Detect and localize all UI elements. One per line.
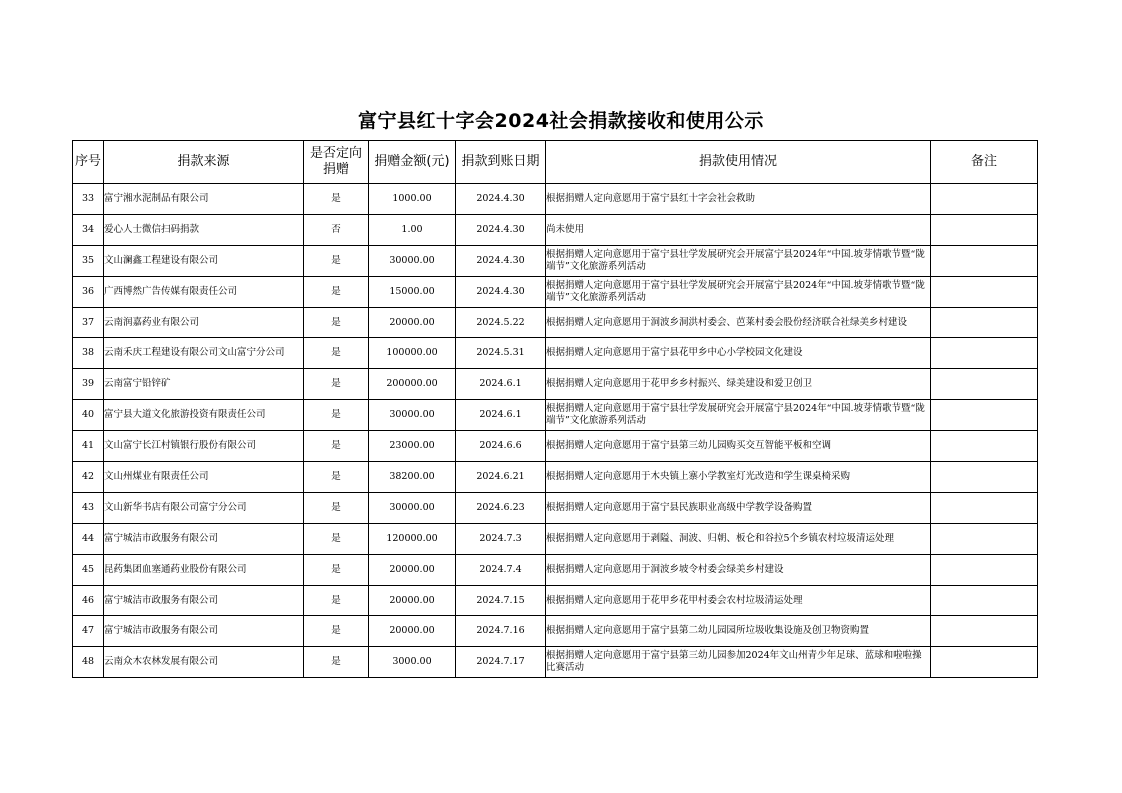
cell-date: 2024.7.16: [456, 616, 546, 647]
cell-amount: 23000.00: [369, 431, 456, 462]
cell-source: 爱心人士微信扫码捐款: [104, 214, 304, 245]
cell-number: 38: [73, 338, 104, 369]
table-row: [73, 647, 1038, 678]
cell-date: 2024.4.30: [456, 184, 546, 215]
donation-table: [72, 140, 1038, 678]
cell-note: [931, 585, 1038, 616]
cell-usage: 根据捐赠人定向意愿用于洞波乡坡令村委会绿美乡村建设: [546, 554, 931, 585]
cell-number: 40: [73, 400, 104, 431]
table-row: [73, 400, 1038, 431]
cell-date: 2024.6.1: [456, 369, 546, 400]
cell-number: 46: [73, 585, 104, 616]
cell-directed: 是: [304, 184, 369, 215]
cell-usage: 根据捐赠人定向意愿用于剥隘、洞波、归朝、板仑和谷拉5个乡镇农村垃圾清运处理: [546, 523, 931, 554]
cell-usage: 根据捐赠人定向意愿用于富宁县壮学发展研究会开展富宁县2024年“中国.坡芽情歌节暨“陇端节”文化旅游系列活动: [546, 276, 931, 307]
table-row: [73, 554, 1038, 585]
cell-directed: 是: [304, 462, 369, 493]
cell-source: 云南众木农林发展有限公司: [104, 647, 304, 678]
cell-amount: 1000.00: [369, 184, 456, 215]
cell-number: 41: [73, 431, 104, 462]
cell-number: 36: [73, 276, 104, 307]
cell-note: [931, 214, 1038, 245]
cell-note: [931, 400, 1038, 431]
cell-source: 文山新华书店有限公司富宁分公司: [104, 492, 304, 523]
cell-directed: 否: [304, 214, 369, 245]
table-row: [73, 307, 1038, 338]
cell-source: 文山富宁长江村镇银行股份有限公司: [104, 431, 304, 462]
table-row: [73, 492, 1038, 523]
cell-source: 云南富宁铅锌矿: [104, 369, 304, 400]
cell-note: [931, 338, 1038, 369]
cell-date: 2024.6.1: [456, 400, 546, 431]
cell-amount: 20000.00: [369, 616, 456, 647]
cell-amount: 30000.00: [369, 400, 456, 431]
cell-directed: 是: [304, 523, 369, 554]
cell-date: 2024.6.6: [456, 431, 546, 462]
cell-number: 33: [73, 184, 104, 215]
cell-number: 34: [73, 214, 104, 245]
cell-usage: 根据捐赠人定向意愿用于富宁县第三幼儿园参加2024年文山州青少年足球、蓝球和啦啦操比赛活动: [546, 647, 931, 678]
cell-date: 2024.4.30: [456, 245, 546, 276]
cell-amount: 200000.00: [369, 369, 456, 400]
cell-amount: 15000.00: [369, 276, 456, 307]
cell-directed: 是: [304, 307, 369, 338]
cell-source: 文山澜鑫工程建设有限公司: [104, 245, 304, 276]
cell-number: 45: [73, 554, 104, 585]
cell-number: 42: [73, 462, 104, 493]
table-row: [73, 462, 1038, 493]
cell-usage: 根据捐赠人定向意愿用于富宁县第二幼儿园园所垃圾收集设施及创卫物资购置: [546, 616, 931, 647]
cell-note: [931, 276, 1038, 307]
cell-usage: 根据捐赠人定向意愿用于富宁县壮学发展研究会开展富宁县2024年“中国.坡芽情歌节暨“陇端节”文化旅游系列活动: [546, 245, 931, 276]
table-row: [73, 276, 1038, 307]
table-row: [73, 585, 1038, 616]
cell-usage: 根据捐赠人定向意愿用于花甲乡花甲村委会农村垃圾清运处理: [546, 585, 931, 616]
cell-date: 2024.6.23: [456, 492, 546, 523]
cell-source: 富宁县大道文化旅游投资有限责任公司: [104, 400, 304, 431]
cell-number: 48: [73, 647, 104, 678]
column-header-note: 备注: [931, 141, 1038, 184]
cell-note: [931, 462, 1038, 493]
cell-usage: 根据捐赠人定向意愿用于富宁县壮学发展研究会开展富宁县2024年“中国.坡芽情歌节暨“陇端节”文化旅游系列活动: [546, 400, 931, 431]
column-header-directed: [304, 141, 369, 184]
cell-directed: 是: [304, 245, 369, 276]
cell-amount: 20000.00: [369, 554, 456, 585]
cell-note: [931, 307, 1038, 338]
cell-date: 2024.7.15: [456, 585, 546, 616]
cell-number: 43: [73, 492, 104, 523]
column-header-usage: 捐款使用情况: [546, 141, 931, 184]
cell-date: 2024.4.30: [456, 276, 546, 307]
cell-directed: 是: [304, 276, 369, 307]
table-header-row: [73, 141, 1038, 184]
column-header-amount: 捐赠金额(元): [369, 141, 456, 184]
cell-usage: 根据捐赠人定向意愿用于木央镇上寨小学教室灯光改造和学生课桌椅采购: [546, 462, 931, 493]
cell-number: 44: [73, 523, 104, 554]
cell-number: 39: [73, 369, 104, 400]
cell-date: 2024.7.4: [456, 554, 546, 585]
cell-note: [931, 523, 1038, 554]
cell-amount: 3000.00: [369, 647, 456, 678]
cell-date: 2024.7.3: [456, 523, 546, 554]
cell-note: [931, 647, 1038, 678]
cell-date: 2024.5.31: [456, 338, 546, 369]
cell-date: 2024.6.21: [456, 462, 546, 493]
cell-source: 云南禾庆工程建设有限公司文山富宁分公司: [104, 338, 304, 369]
cell-source: 富宁城洁市政服务有限公司: [104, 585, 304, 616]
cell-directed: 是: [304, 369, 369, 400]
table-row: [73, 369, 1038, 400]
cell-note: [931, 245, 1038, 276]
cell-directed: 是: [304, 616, 369, 647]
cell-source: 文山州煤业有限责任公司: [104, 462, 304, 493]
column-header-number: 序号: [73, 141, 104, 184]
cell-source: 广西博然广告传媒有限责任公司: [104, 276, 304, 307]
cell-usage: 尚未使用: [546, 214, 931, 245]
cell-note: [931, 184, 1038, 215]
cell-amount: 120000.00: [369, 523, 456, 554]
cell-note: [931, 492, 1038, 523]
table-row: [73, 245, 1038, 276]
cell-amount: 38200.00: [369, 462, 456, 493]
cell-amount: 30000.00: [369, 245, 456, 276]
cell-amount: 100000.00: [369, 338, 456, 369]
cell-note: [931, 554, 1038, 585]
cell-note: [931, 369, 1038, 400]
cell-usage: 根据捐赠人定向意愿用于花甲乡乡村振兴、绿美建设和爱卫创卫: [546, 369, 931, 400]
cell-date: 2024.4.30: [456, 214, 546, 245]
cell-number: 47: [73, 616, 104, 647]
cell-source: 富宁湘水泥制品有限公司: [104, 184, 304, 215]
cell-source: 昆药集团血塞通药业股份有限公司: [104, 554, 304, 585]
cell-directed: 是: [304, 585, 369, 616]
cell-amount: 20000.00: [369, 307, 456, 338]
cell-usage: 根据捐赠人定向意愿用于富宁县红十字会社会救助: [546, 184, 931, 215]
cell-amount: 30000.00: [369, 492, 456, 523]
cell-directed: 是: [304, 647, 369, 678]
cell-amount: 1.00: [369, 214, 456, 245]
cell-source: 富宁城洁市政服务有限公司: [104, 616, 304, 647]
column-header-directed-label: 是否定向捐赠: [310, 146, 363, 177]
table-row: [73, 184, 1038, 215]
table-row: [73, 214, 1038, 245]
cell-usage: 根据捐赠人定向意愿用于富宁县民族职业高级中学教学设备购置: [546, 492, 931, 523]
cell-usage: 根据捐赠人定向意愿用于富宁县第三幼儿园购买交互智能平板和空调: [546, 431, 931, 462]
cell-note: [931, 616, 1038, 647]
cell-date: 2024.7.17: [456, 647, 546, 678]
cell-directed: 是: [304, 400, 369, 431]
table-row: [73, 431, 1038, 462]
cell-number: 35: [73, 245, 104, 276]
cell-note: [931, 431, 1038, 462]
cell-date: 2024.5.22: [456, 307, 546, 338]
cell-number: 37: [73, 307, 104, 338]
table-row: [73, 616, 1038, 647]
table-row: [73, 523, 1038, 554]
cell-directed: 是: [304, 492, 369, 523]
cell-usage: 根据捐赠人定向意愿用于富宁县花甲乡中心小学校园文化建设: [546, 338, 931, 369]
page-title: 富宁县红十字会2024社会捐款接收和使用公示: [358, 110, 764, 132]
cell-directed: 是: [304, 338, 369, 369]
cell-directed: 是: [304, 431, 369, 462]
column-header-date: 捐款到账日期: [456, 141, 546, 184]
cell-amount: 20000.00: [369, 585, 456, 616]
cell-source: 富宁城洁市政服务有限公司: [104, 523, 304, 554]
cell-directed: 是: [304, 554, 369, 585]
column-header-source: 捐款来源: [104, 141, 304, 184]
cell-usage: 根据捐赠人定向意愿用于洞波乡洞洪村委会、芭莱村委会股份经济联合社绿美乡村建设: [546, 307, 931, 338]
table-row: [73, 338, 1038, 369]
cell-source: 云南润嘉药业有限公司: [104, 307, 304, 338]
